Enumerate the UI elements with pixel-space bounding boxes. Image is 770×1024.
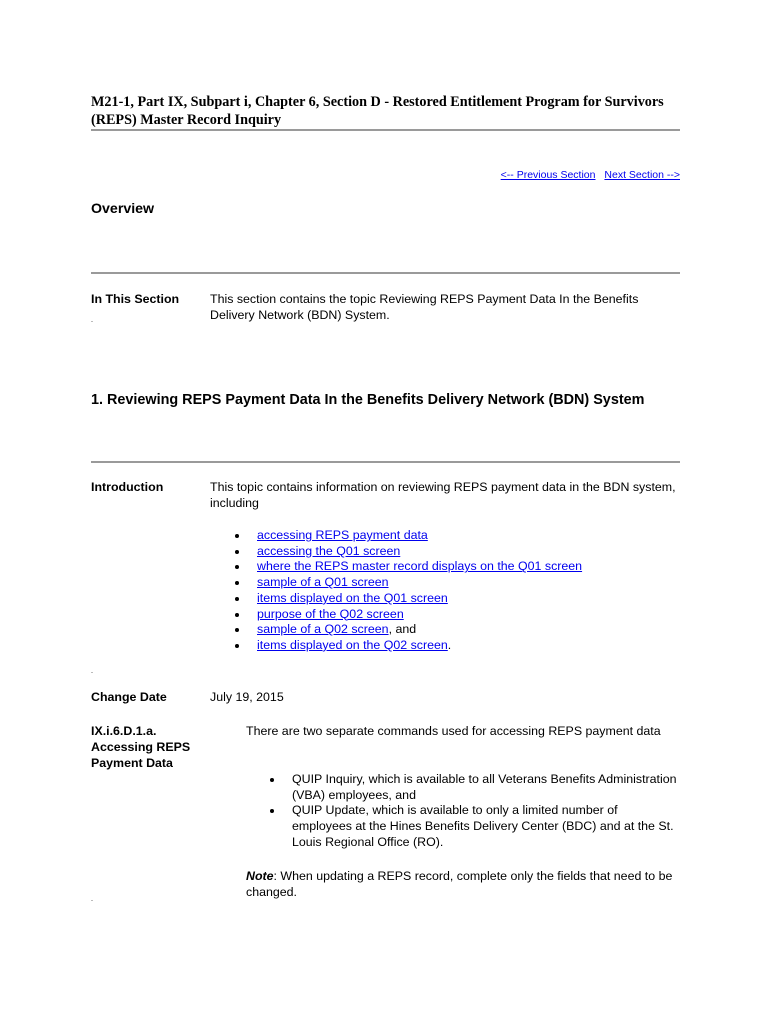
- topic-link-item: [233, 622, 680, 638]
- block-label-accessing-reps: IX.i.6.D.1.a. Accessing REPS Payment Data: [91, 724, 191, 770]
- topic-link[interactable]: accessing the Q01 screen: [257, 543, 401, 558]
- topic-link-item: [233, 544, 680, 560]
- topic-link-suffix: , and: [388, 622, 417, 637]
- title-divider: [91, 129, 680, 131]
- command-item: QUIP Update, which is available to only a limited number of employees at the Hines Benefits Delivery Center (BDC) and at the St. Louis Regional Office (RO).: [268, 803, 680, 850]
- topic-link-item: [233, 638, 680, 654]
- note-label: Note: [246, 869, 274, 883]
- topic-heading: 1. Reviewing REPS Payment Data In the Benefits Delivery Network (BDN) System: [91, 392, 645, 408]
- command-list: [268, 772, 680, 851]
- previous-section-link[interactable]: <-- Previous Section: [500, 169, 596, 181]
- introduction-label: Introduction: [91, 480, 164, 494]
- command-item: QUIP Inquiry, which is available to all Veterans Benefits Administration (VBA) employees, and: [268, 772, 680, 803]
- topic-link[interactable]: sample of a Q01 screen: [257, 575, 389, 590]
- topic-link-item: [233, 591, 680, 607]
- topic-link-item: [233, 575, 680, 591]
- topic-link-item: [233, 607, 680, 623]
- note-paragraph: [246, 868, 680, 900]
- topic-link-list: [233, 528, 680, 654]
- in-this-section-label: In This Section: [91, 292, 180, 306]
- block-end-mark: [91, 321, 93, 322]
- topic-link[interactable]: where the REPS master record displays on the Q01 screen: [257, 559, 583, 574]
- block-end-mark: [91, 900, 93, 901]
- topic-link[interactable]: purpose of the Q02 screen: [257, 606, 404, 621]
- change-date-label: Change Date: [91, 690, 167, 704]
- topic-link-suffix: .: [447, 637, 452, 652]
- overview-heading: Overview: [91, 201, 155, 217]
- topic-link[interactable]: items displayed on the Q02 screen: [257, 637, 448, 652]
- change-date-value: July 19, 2015: [210, 690, 284, 704]
- introduction-text: This topic contains information on reviewing REPS payment data in the BDN system, including: [210, 480, 676, 510]
- topic-divider: [91, 461, 680, 463]
- overview-divider: [91, 272, 680, 274]
- section-navigation: [430, 169, 680, 181]
- accessing-reps-intro: There are two separate commands used for accessing REPS payment data: [246, 724, 661, 738]
- in-this-section-text: This section contains the topic Reviewing REPS Payment Data In the Benefits Delivery Network (BDN) System.: [210, 292, 639, 322]
- topic-link[interactable]: sample of a Q02 screen: [257, 622, 389, 637]
- topic-link[interactable]: items displayed on the Q01 screen: [257, 590, 448, 605]
- topic-link[interactable]: accessing REPS payment data: [257, 528, 428, 542]
- next-section-link[interactable]: Next Section -->: [604, 169, 680, 181]
- topic-link-item: [233, 559, 680, 575]
- note-text: : When updating a REPS record, complete only the fields that need to be changed.: [246, 869, 673, 899]
- topic-link-item: [233, 528, 680, 544]
- document-title: M21-1, Part IX, Subpart i, Chapter 6, Section D - Restored Entitlement Program for Survivors (REPS) Master Record Inquiry: [91, 94, 664, 128]
- block-end-mark: [91, 672, 93, 673]
